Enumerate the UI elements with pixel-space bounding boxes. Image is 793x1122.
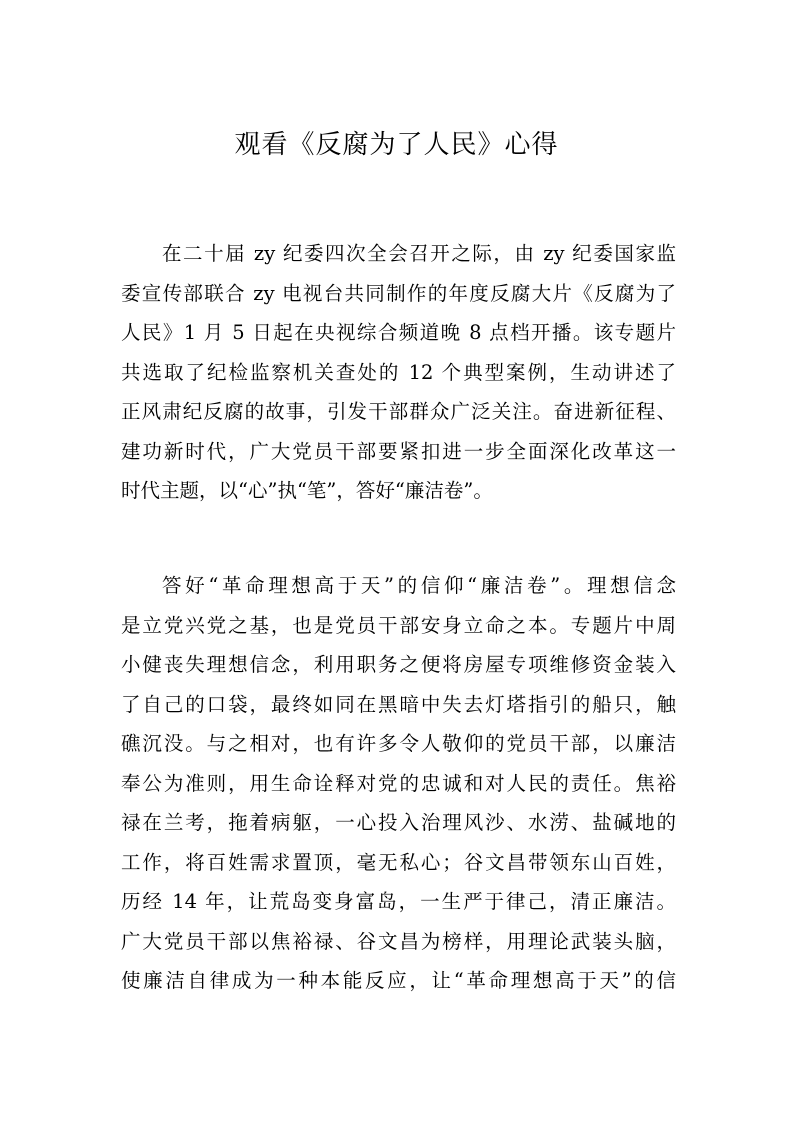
paragraph-line: 正风肃纪反腐的故事，引发干部群众广泛关注。奋进新征程、 <box>121 400 676 423</box>
paragraph-line: 委宣传部联合 zy 电视台共同制作的年度反腐大片《反腐为了 <box>121 281 676 305</box>
paragraph-1 <box>121 234 676 511</box>
paragraph-line: 共选取了纪检监察机关查处的 12 个典型案例，生动讲述了 <box>121 360 676 384</box>
paragraph-line: 小健丧失理想信念，利用职务之便将房屋专项维修资金装入 <box>121 653 676 676</box>
paragraph-2 <box>121 566 676 1001</box>
paragraph-line: 禄在兰考，拖着病躯，一心投入治理风沙、水涝、盐碱地的 <box>121 811 676 834</box>
paragraph-line: 在二十届 zy 纪委四次全会召开之际，由 zy 纪委国家监 <box>162 242 676 265</box>
paragraph-line: 使廉洁自律成为一种本能反应，让“革命理想高于天”的信 <box>121 969 676 992</box>
paragraph-line: 礁沉没。与之相对，也有许多令人敬仰的党员干部，以廉洁 <box>121 732 676 755</box>
paragraph-line: 了自己的口袋，最终如同在黑暗中失去灯塔指引的船只，触 <box>121 692 676 716</box>
paragraph-line: 历经 14 年，让荒岛变身富岛，一生严于律己，清正廉洁。 <box>121 890 676 913</box>
paragraph-line: 时代主题，以“心”执“笔”，答好“廉洁卷”。 <box>121 479 493 502</box>
paragraph-line: 人民》1 月 5 日起在央视综合频道晚 8 点档开播。该专题片 <box>121 321 676 344</box>
paragraph-line: 答好“革命理想高于天”的信仰“廉洁卷”。理想信念 <box>162 574 676 597</box>
document-title: 观看《反腐为了人民》心得 <box>234 130 559 160</box>
paragraph-line: 奉公为准则，用生命诠释对党的忠诚和对人民的责任。焦裕 <box>121 771 676 795</box>
paragraph-line: 工作，将百姓需求置顶，毫无私心；谷文昌带领东山百姓， <box>121 850 676 874</box>
paragraph-line: 建功新时代，广大党员干部要紧扣进一步全面深化改革这一 <box>121 439 676 463</box>
paragraph-line: 广大党员干部以焦裕禄、谷文昌为榜样，用理论武装头脑， <box>121 929 676 953</box>
paragraph-line: 是立党兴党之基，也是党员干部安身立命之本。专题片中周 <box>121 613 676 637</box>
